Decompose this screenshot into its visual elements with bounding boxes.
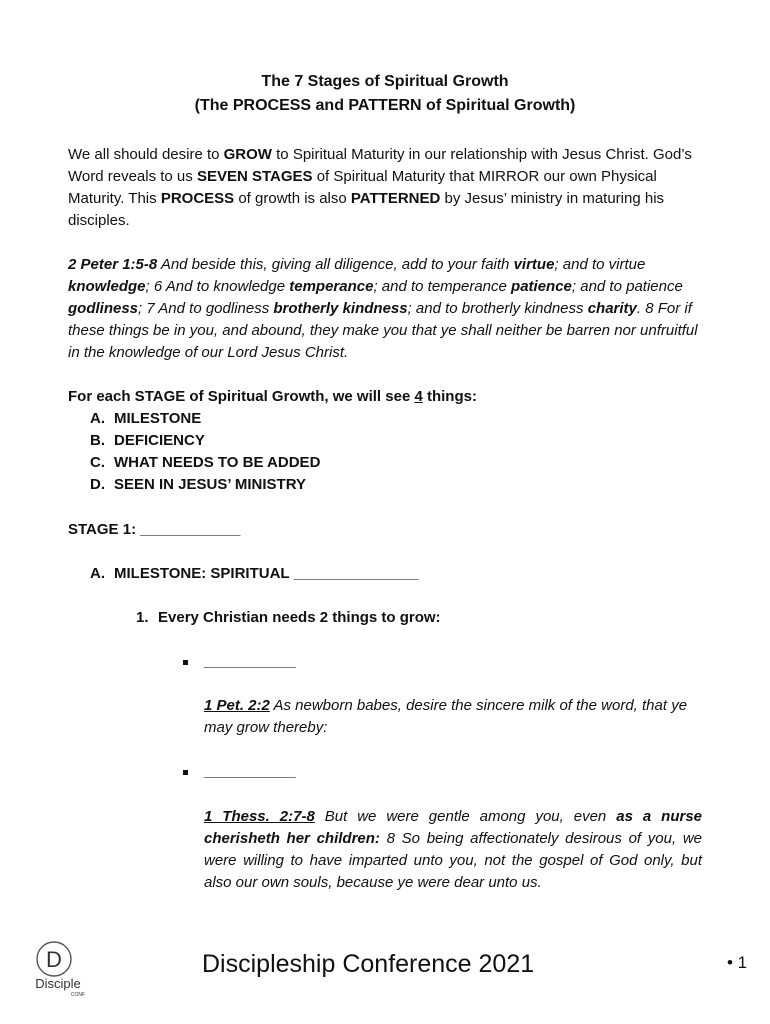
svg-text:D: D — [46, 947, 62, 972]
scripture-text: 8 So being affectionately desirous of you, we were willing to have imparted unto you, not the gospel of God only, but also our own souls, because ye were dear unto us. — [204, 830, 703, 891]
scripture-keyword: brotherly kindness — [273, 300, 408, 317]
scripture-text: ; and to virtue — [554, 256, 646, 273]
scripture-keyword: knowledge — [68, 278, 146, 295]
scripture-keyword: charity — [587, 300, 637, 317]
scripture-text: But we were gentle among you, even — [314, 808, 617, 825]
list-letter: A. — [90, 410, 105, 427]
scripture-text: ; and to patience — [571, 278, 683, 295]
list-text: WHAT NEEDS TO BE ADDED — [114, 454, 321, 471]
square-bullet-icon — [183, 770, 188, 775]
heading-number: 4 — [414, 388, 423, 405]
footer-conference: Discipleship Conference 2021 — [202, 950, 535, 978]
document-title: The 7 Stages of Spiritual Growth — [261, 73, 509, 90]
scripture-text: ; 6 And to knowledge — [145, 278, 290, 295]
scripture-text: And beside this, giving all diligence, add to your faith — [157, 256, 514, 273]
logo-icon — [28, 940, 92, 998]
list-text: SEEN IN JESUS’ MINISTRY — [114, 476, 306, 493]
milestone-letter: A. — [90, 565, 105, 582]
point-text: Every Christian needs 2 things to grow: — [158, 609, 441, 626]
scripture-keyword: temperance — [289, 278, 374, 295]
intro-text: We all should desire to — [68, 146, 224, 163]
intro-bold-grow: GROW — [223, 146, 272, 163]
scripture-text: As newborn babes, desire the sincere milk of the word, that ye may grow thereby: — [204, 697, 688, 736]
scripture-keyword: godliness — [68, 300, 139, 317]
milestone-text: MILESTONE: SPIRITUAL _______________ — [114, 565, 419, 582]
scripture-keyword: virtue — [513, 256, 555, 273]
list-text: MILESTONE — [114, 410, 202, 427]
stage-1-label: STAGE 1: ____________ — [68, 521, 241, 538]
page-number: • 1 — [727, 953, 748, 972]
heading-text: For each STAGE of Spiritual Growth, we will see — [68, 388, 415, 405]
svg-text:CONF: CONF — [70, 992, 86, 998]
scripture-text: ; and to temperance — [373, 278, 512, 295]
intro-bold-seven-stages: SEVEN STAGES — [196, 168, 313, 185]
scripture-1-thess — [204, 806, 702, 894]
list-text: DEFICIENCY — [114, 432, 205, 449]
each-stage-heading — [68, 386, 477, 408]
intro-text: of growth is also — [234, 190, 351, 207]
list-letter: B. — [90, 432, 105, 449]
point-number: 1. — [136, 609, 149, 626]
square-bullet-icon — [183, 660, 188, 665]
milestone-item — [90, 563, 419, 585]
scripture-reference: 2 Peter 1:5-8 — [68, 256, 158, 273]
scripture-2-peter — [68, 254, 700, 364]
svg-text:Disciple: Disciple — [35, 976, 81, 991]
list-item — [90, 408, 202, 430]
heading-text: things: — [422, 388, 477, 405]
disciple-logo — [28, 940, 92, 998]
scripture-text: . 8 For if these things be in you, and abound, they make you that ye shall neither be barren nor unfruitful in the knowledge of our Lord Jesus Christ. — [68, 300, 698, 361]
list-letter: C. — [90, 454, 105, 471]
list-item — [90, 474, 306, 496]
intro-bold-process: PROCESS — [160, 190, 235, 207]
intro-text: to Spiritual Maturity in our relationship with Jesus Christ. God’s Word reveals to us — [68, 146, 692, 185]
scripture-text: ; 7 And to godliness — [138, 300, 274, 317]
point-item — [136, 607, 441, 629]
list-item — [90, 452, 321, 474]
list-item — [90, 430, 205, 452]
intro-bold-patterned: PATTERNED — [350, 190, 441, 207]
scripture-text: ; and to brotherly kindness — [407, 300, 588, 317]
intro-text: of Spiritual Maturity that MIRROR our own Physical Maturity. This — [68, 168, 657, 207]
scripture-1-peter — [204, 695, 704, 739]
list-letter: D. — [90, 476, 105, 493]
intro-text: by Jesus’ ministry in maturing his disciples. — [68, 190, 665, 229]
blank-line: ___________ — [204, 763, 296, 780]
blank-line: ___________ — [204, 653, 296, 670]
document-subtitle: (The PROCESS and PATTERN of Spiritual Growth) — [194, 97, 576, 114]
scripture-reference: 1 Thess. 2:7-8 — [204, 808, 315, 825]
scripture-keyword: as a nurse cherisheth her children: — [204, 808, 703, 847]
scripture-keyword: patience — [511, 278, 572, 295]
scripture-reference: 1 Pet. 2:2 — [204, 697, 270, 714]
intro-paragraph — [68, 144, 708, 232]
